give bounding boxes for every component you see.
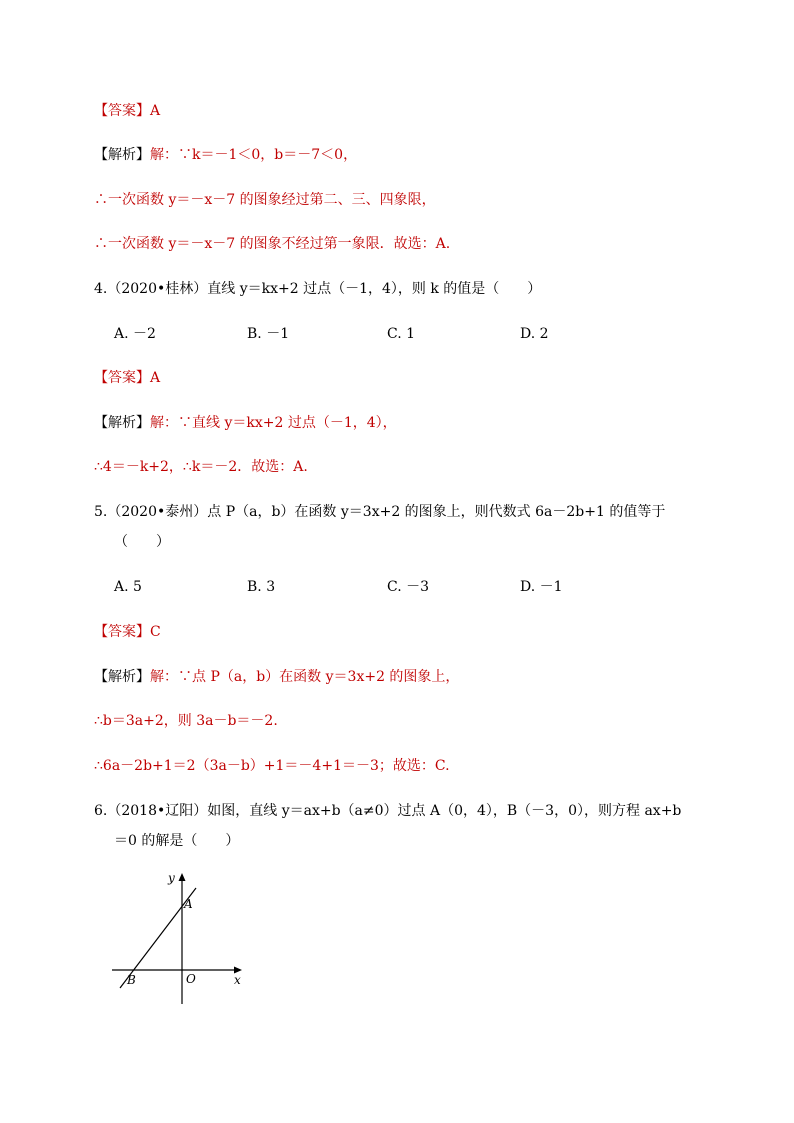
y-axis-label: y [168, 871, 175, 885]
y-axis-arrow [179, 873, 186, 881]
q3-analysis-line3: ∴一次函数 y＝－x－7 的图象不经过第一象限．故选：A. [94, 236, 451, 252]
q5-answer-line [94, 622, 161, 642]
answer-value: A [150, 103, 161, 119]
analysis-text: 解：∵k＝－1＜0，b＝－7＜0， [150, 147, 358, 163]
analysis-text: 解：∵直线 y＝kx+2 过点（－1，4）， [150, 415, 397, 431]
answer-tag: 【答案】 [94, 103, 150, 119]
q5-stem-line1: 5.（2020•泰州）点 P（a，b）在函数 y＝3x+2 的图象上，则代数式 6a－2b+1 的值等于 [94, 504, 666, 520]
q3-analysis-line2: ∴一次函数 y＝－x－7 的图象经过第二、三、四象限， [94, 192, 436, 208]
answer-tag: 【答案】 [94, 370, 150, 386]
q5-analysis-line3: ∴6a－2b+1＝2（3a－b）+1＝－4+1＝－3；故选：C. [94, 758, 450, 774]
q5-option-b: B. 3 [247, 579, 276, 595]
answer-value: C [150, 624, 161, 640]
q3-analysis-line1 [94, 145, 357, 165]
line-graph-figure [108, 868, 258, 1008]
q5-analysis-line1 [94, 667, 459, 687]
q4-option-a: A. －2 [114, 326, 156, 342]
q6-stem-line1: 6.（2018•辽阳）如图，直线 y＝ax+b（a≠0）过点 A（0，4），B（－3，0），则方程 ax+b [94, 803, 682, 819]
analysis-tag: 【解析】 [94, 669, 150, 685]
x-axis-label: x [234, 973, 241, 987]
q3-answer-line [94, 101, 160, 121]
q5-option-d: D. －1 [520, 579, 563, 595]
q5-stem-line2: （ ） [114, 534, 170, 550]
q4-option-b: B. －1 [247, 326, 290, 342]
q4-analysis-line1 [94, 413, 397, 433]
answer-value: A [150, 370, 161, 386]
q5-analysis-line2: ∴b＝3a+2，则 3a－b＝－2. [94, 713, 278, 729]
analysis-tag: 【解析】 [94, 415, 150, 431]
origin-label: O [186, 972, 196, 986]
q5-option-a: A. 5 [114, 579, 142, 595]
q4-option-d: D. 2 [520, 326, 549, 342]
point-a-label: A [184, 897, 193, 911]
q5-option-c: C. －3 [387, 579, 430, 595]
answer-tag: 【答案】 [94, 624, 150, 640]
q4-stem: 4.（2020•桂林）直线 y＝kx+2 过点（－1，4），则 k 的值是（ ） [94, 281, 542, 297]
q4-analysis-line2: ∴4＝－k+2，∴k＝－2．故选：A. [94, 459, 308, 475]
q6-stem-line2: ＝0 的解是（ ） [114, 833, 240, 849]
q4-answer-line [94, 368, 160, 388]
point-b-label: B [127, 973, 136, 987]
analysis-tag: 【解析】 [94, 147, 150, 163]
analysis-text: 解：∵点 P（a，b）在函数 y＝3x+2 的图象上， [150, 669, 460, 685]
q4-option-c: C. 1 [387, 326, 416, 342]
